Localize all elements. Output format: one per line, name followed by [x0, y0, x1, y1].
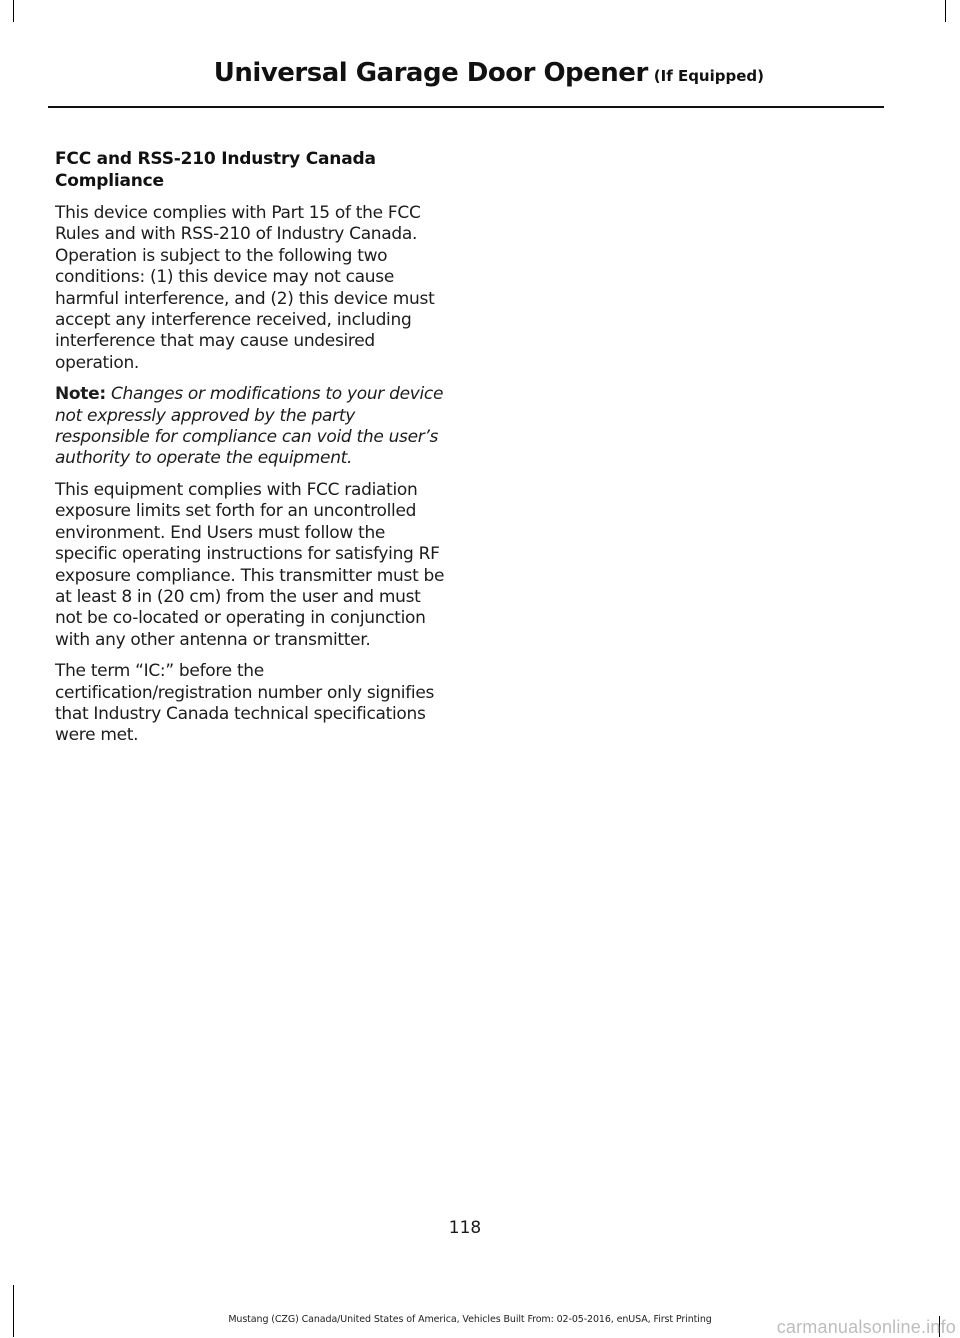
header-title-text: Universal Garage Door Opener	[213, 58, 648, 88]
header-divider	[48, 106, 884, 108]
page-header-title	[214, 58, 764, 88]
crop-mark-top-left	[13, 0, 14, 22]
note-text: Changes or modifications to your device not expressly approved by the party responsible for compliance can void the user’s authority to operate the equipment.	[55, 384, 444, 469]
crop-mark-top-right	[945, 0, 946, 22]
footer-print-info: Mustang (CZG) Canada/United States of America, Vehicles Built From: 02-05-2016, enUSA, First Printing	[228, 1314, 712, 1325]
note-paragraph	[55, 384, 451, 470]
header-title-suffix: (If Equipped)	[653, 67, 764, 85]
main-content	[55, 148, 451, 757]
crop-mark-bottom-left	[13, 1285, 14, 1337]
ic-term-paragraph: The term “IC:” before the certification/registration number only signifies that Industry Canada technical specifications were met.	[55, 661, 435, 746]
page-number: 118	[448, 1218, 482, 1238]
watermark: carmanualsonline.info	[776, 1317, 956, 1337]
compliance-paragraph: This device complies with Part 15 of the FCC Rules and with RSS-210 of Industry Canada. Operation is subject to the following two conditions: (1) this device may not cause harmful interference, and (2) this device must accept any interference received, including interference that may cause undesired operation.	[55, 203, 435, 373]
rf-exposure-paragraph: This equipment complies with FCC radiation exposure limits set forth for an uncontrolled environment. End Users must follow the specific operating instructions for satisfying RF exposure compliance. This transmitter must be at least 8 in (20 cm) from the user and must not be co-located or operating in conjunction with any other antenna or transmitter.	[55, 479, 445, 650]
note-label: Note:	[55, 384, 106, 405]
section-heading: FCC and RSS-210 Industry Canada Compliance	[55, 149, 376, 191]
